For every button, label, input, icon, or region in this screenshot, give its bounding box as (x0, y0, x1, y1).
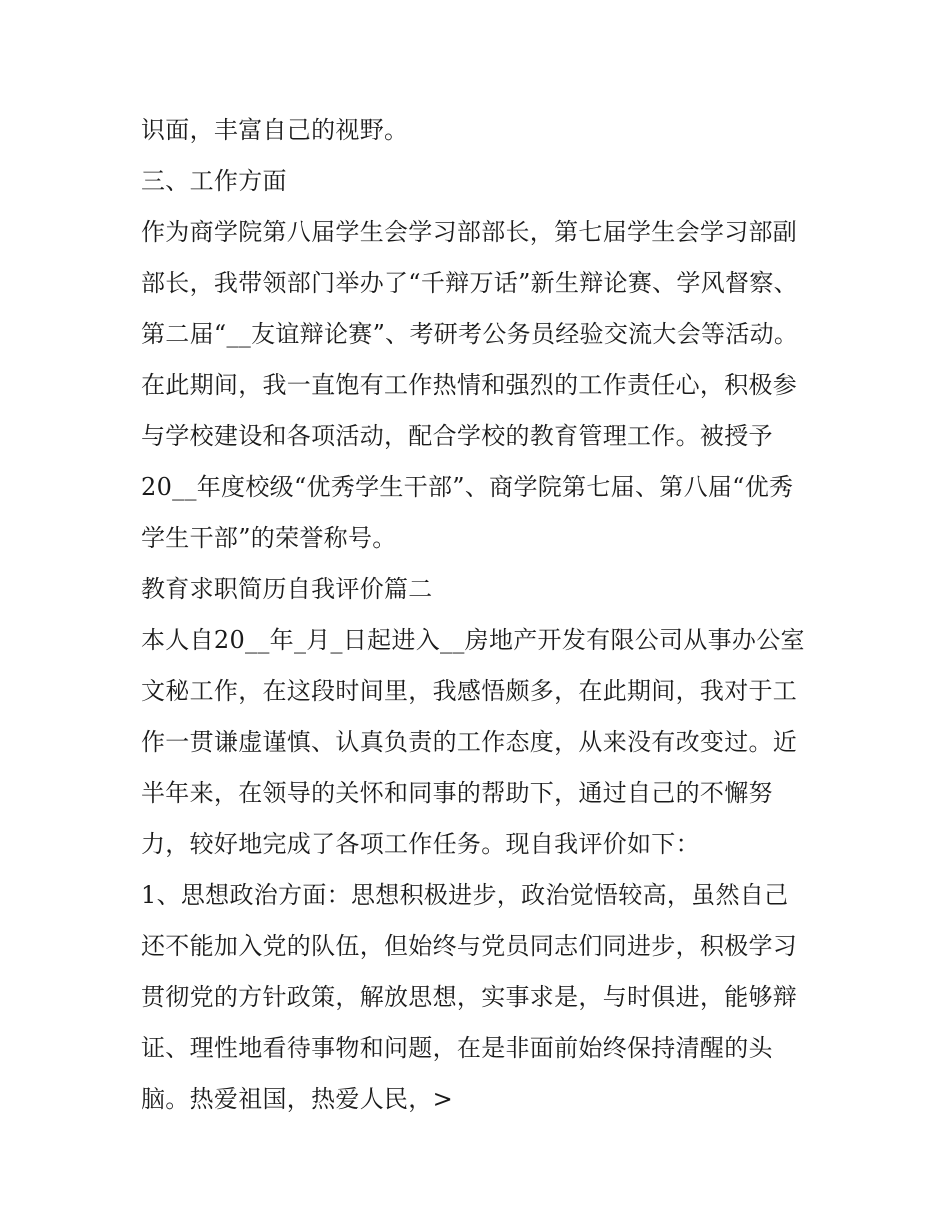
text-line: 与学校建设和各项活动，配合学校的教育管理工作。被授予 (141, 422, 773, 450)
section-heading: 三、工作方面 (141, 167, 287, 195)
text-line: 第二届“__友谊辩论赛”、考研考公务员经验交流大会等活动。 (141, 320, 799, 348)
text-line: 20__年度校级“优秀学生干部”、商学院第七届、第八届“优秀 (141, 473, 794, 501)
text-line: 学生干部”的荣誉称号。 (141, 524, 397, 552)
text-line: 部长，我带领部门举办了“千辩万话”新生辩论赛、学风督察、 (141, 269, 798, 297)
text-line: 1、思想政治方面：思想积极进步，政治觉悟较高，虽然自己 (141, 881, 789, 909)
text-line: 作一贯谦虚谨慎、认真负责的工作态度，从来没有改变过。近 (141, 728, 798, 756)
document-body (141, 105, 821, 1125)
text-line: 证、理性地看待事物和问题，在是非面前始终保持清醒的头 (141, 1034, 773, 1062)
text-line: 在此期间，我一直饱有工作热情和强烈的工作责任心，积极参 (141, 371, 798, 399)
text-line: 文秘工作，在这段时间里，我感悟颇多，在此期间，我对于工 (141, 677, 798, 705)
text-line: 贯彻党的方针政策，解放思想，实事求是，与时俱进，能够辩 (141, 983, 798, 1011)
article-title: 教育求职简历自我评价篇二 (141, 575, 433, 603)
text-line: 识面，丰富自己的视野。 (141, 116, 409, 144)
text-line: 脑。热爱祖国，热爱人民，> (141, 1085, 454, 1113)
text-line: 本人自20__年_月_日起进入__房地产开发有限公司从事办公室 (141, 626, 805, 654)
text-line: 作为商学院第八届学生会学习部部长，第七届学生会学习部副 (141, 218, 798, 246)
text-line: 力，较好地完成了各项工作任务。现自我评价如下： (141, 830, 700, 858)
text-line: 还不能加入党的队伍，但始终与党员同志们同进步，积极学习 (141, 932, 798, 960)
text-line: 半年来，在领导的关怀和同事的帮助下，通过自己的不懈努 (141, 779, 773, 807)
